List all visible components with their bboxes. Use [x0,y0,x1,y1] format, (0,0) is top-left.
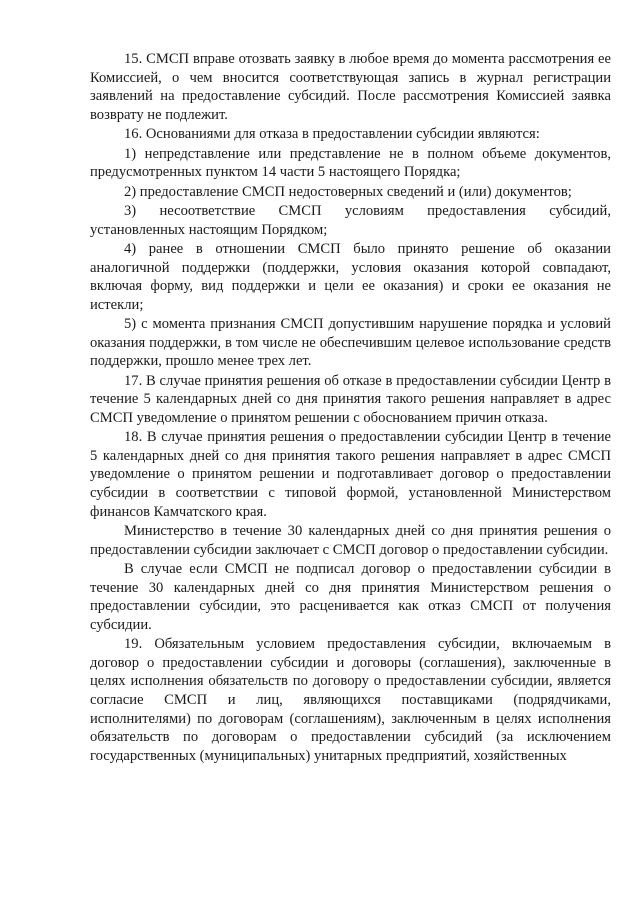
paragraph-19: 19. Обязательным условием предоставления субсидии, включаемым в договор о предоставлении субсидии и договоры (соглашения), заключенные в целях исполнения обязательств по договору о предоставлении субсидии, является согласие СМСП и лиц, являющихся поставщиками (подрядчиками, исполнителями) по договорам (соглашениям), заключенным в целях исполнения обязательств по договорам о предоставлении субсидий (за исключением государственных (муниципальных) унитарных предприятий, хозяйственных [90,636,611,764]
paragraph-15: 15. СМСП вправе отозвать заявку в любое время до момента рассмотрения ее Комиссией, о чем вносится соответствующая запись в журнал регистрации заявлений на предоставление субсидий. После рассмотрения Комиссией заявка возврату не подлежит. [90,51,611,123]
paragraph-16-item-5: 5) с момента признания СМСП допустившим нарушение порядка и условий оказания поддержки, в том числе не обеспечившим целевое использование средств поддержки, прошло менее трех лет. [90,316,611,370]
paragraph-18: 18. В случае принятия решения о предоставлении субсидии Центр в течение 5 календарных дней со дня принятия такого решения направляет в адрес СМСП уведомление о принятом решении и подготавливает договор о предоставлении субсидии в соответствии с типовой формой, установленной Министерством финансов Камчатского края. [90,429,611,520]
paragraph-16: 16. Основаниями для отказа в предоставлении субсидии являются: [124,126,540,143]
paragraph-16-item-4: 4) ранее в отношении СМСП было принято решение об оказании аналогичной поддержки (поддержки, условия оказания которой совпадают, включая форму, вид поддержки и цели ее оказания) и сроки ее оказания не истекли; [90,240,611,313]
paragraph-18-ministry: Министерство в течение 30 календарных дней со дня принятия решения о предоставлении субсидии заключает с СМСП договор о предоставлении субсидии. [90,523,611,558]
document-body [90,50,611,766]
paragraph-18-refusal: В случае если СМСП не подписал договор о предоставлении субсидии в течение 30 календарных дней со дня принятия Министерством решения о предоставлении субсидии, это расценивается как отказ СМСП от получения субсидии. [90,561,611,633]
paragraph-16-item-1: 1) непредставление или представление не в полном объеме документов, предусмотренных пунктом 14 части 5 настоящего Порядка; [90,145,611,181]
paragraph-17: 17. В случае принятия решения об отказе в предоставлении субсидии Центр в течение 5 календарных дней со дня принятия такого решения направляет в адрес СМСП уведомление о принятом решении с обоснованием причин отказа. [90,372,611,426]
paragraph-16-item-3: 3) несоответствие СМСП условиям предоставления субсидий, установленных настоящим Порядком; [90,202,611,238]
paragraph-16-item-2: 2) предоставление СМСП недостоверных сведений и (или) документов; [124,183,572,200]
